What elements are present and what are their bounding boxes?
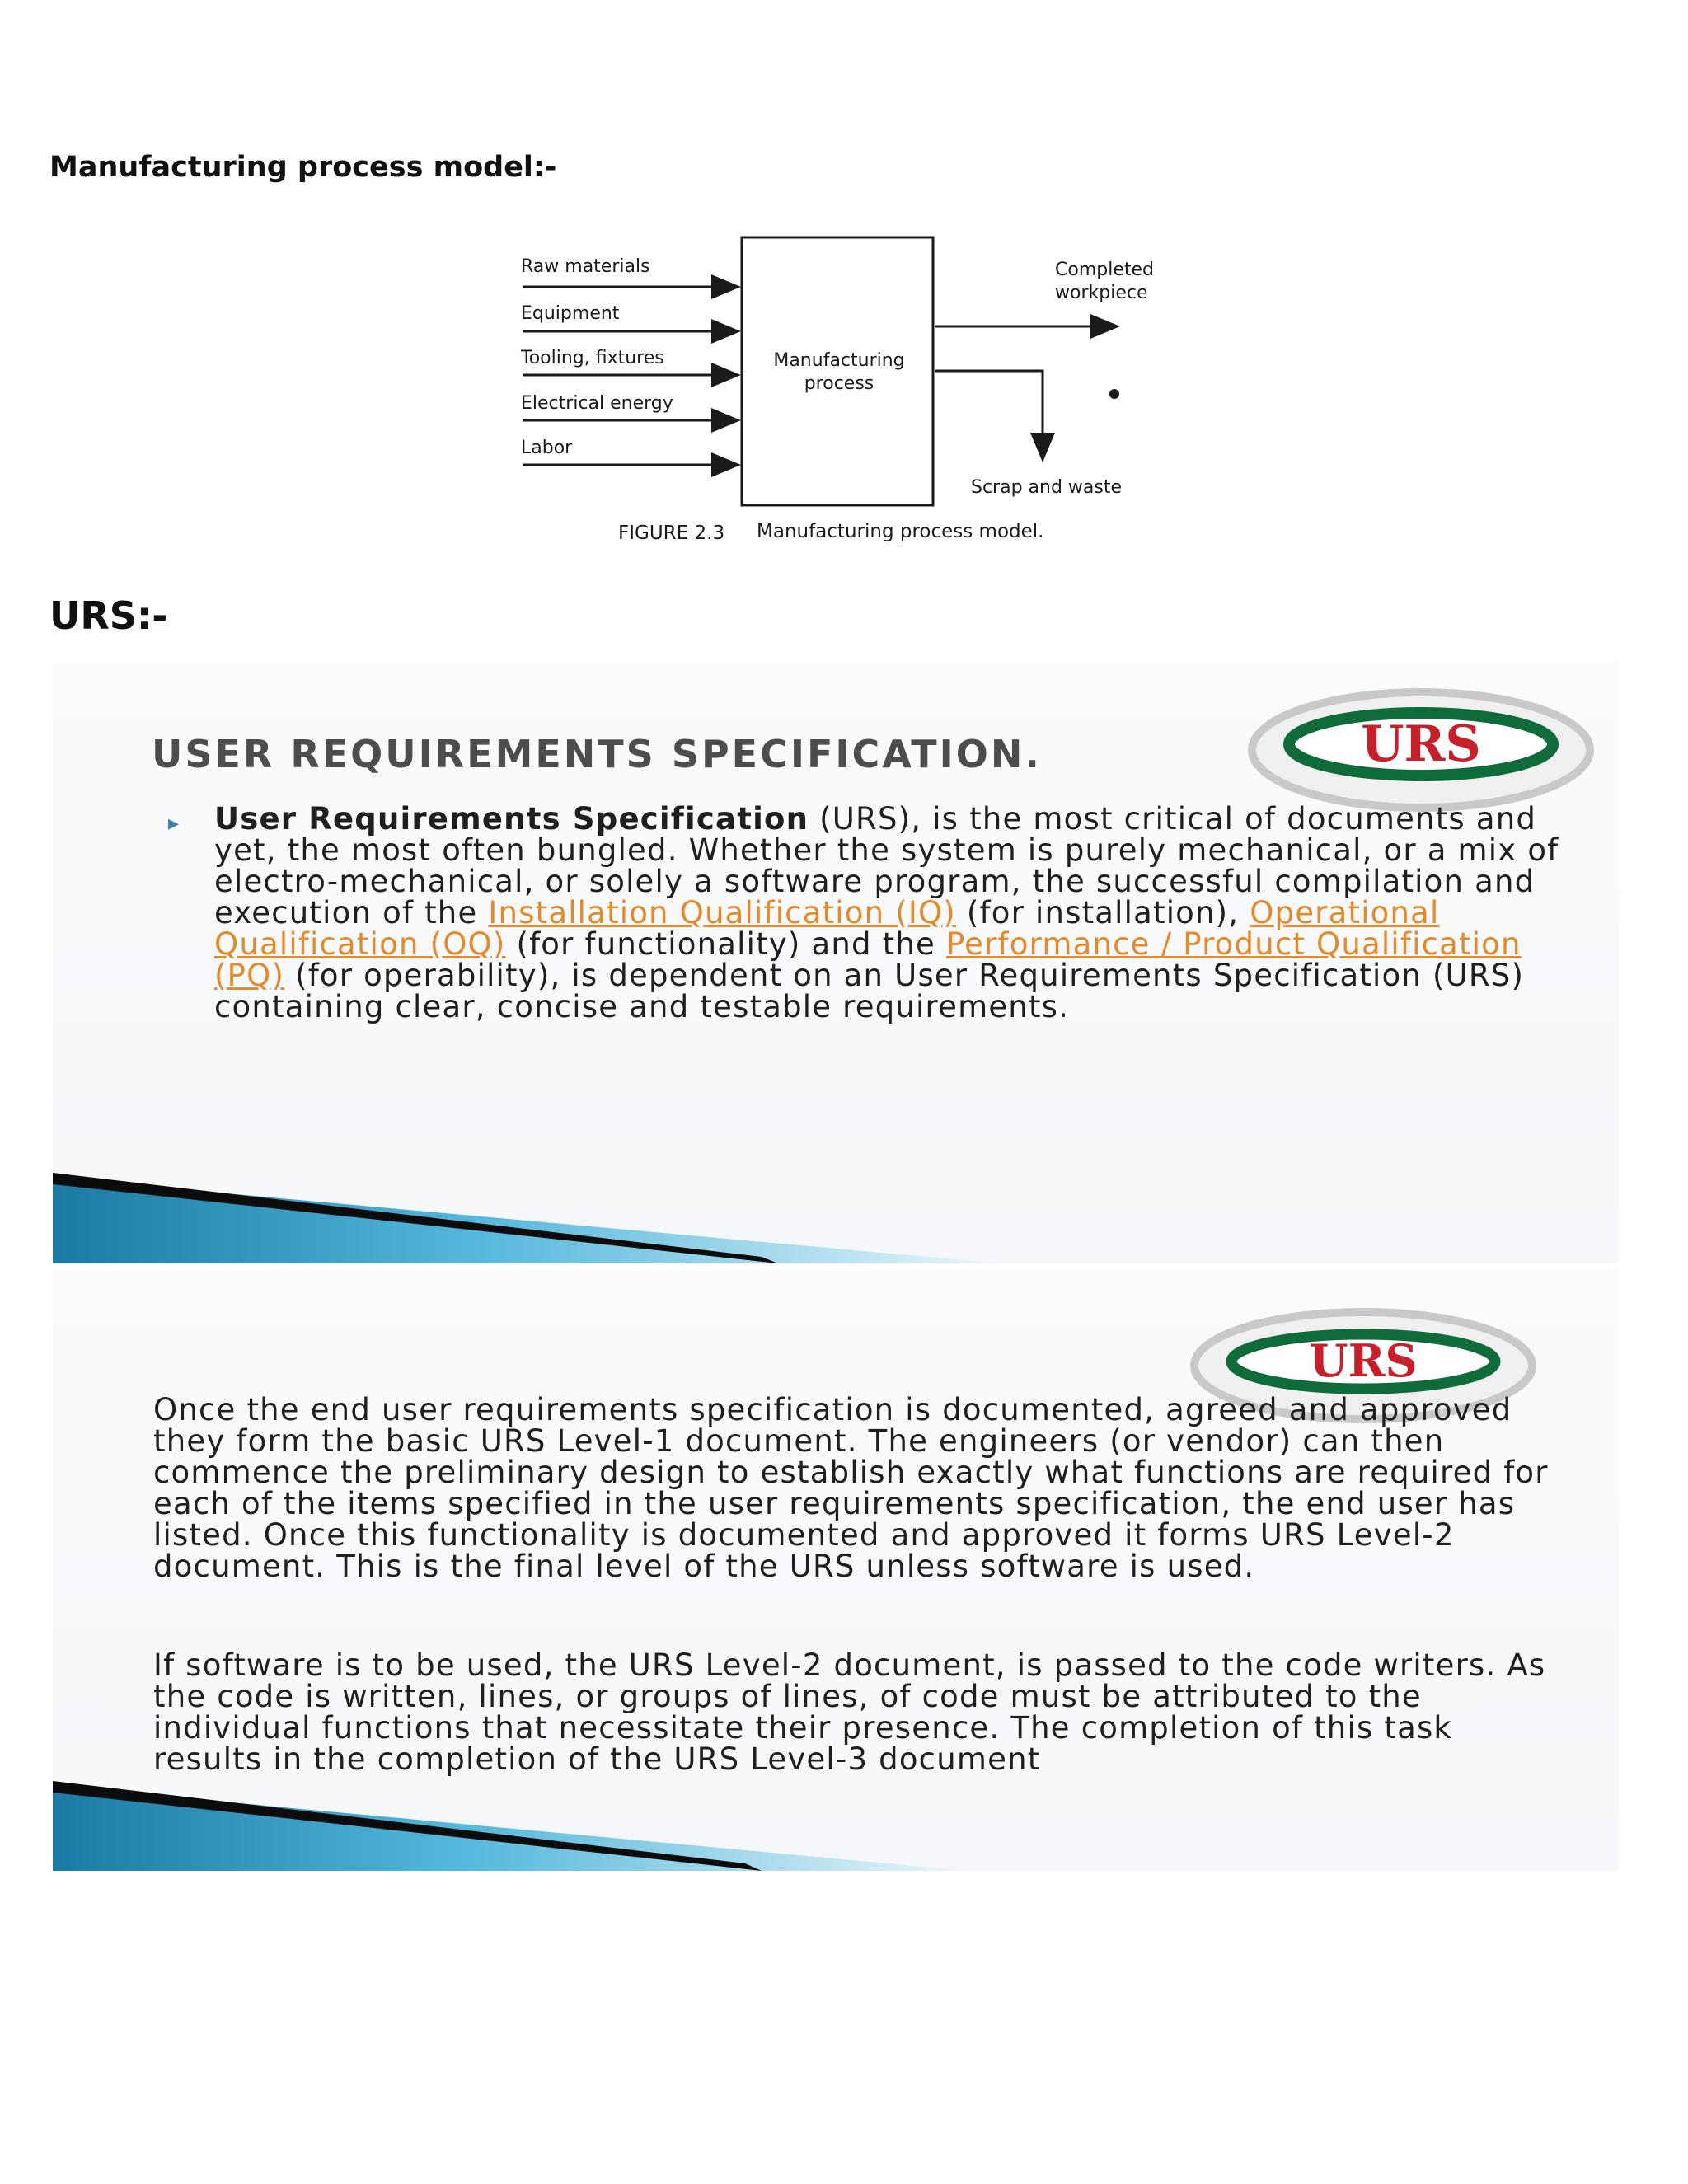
figure-caption-text: Manufacturing process model. [757,521,1044,542]
input-label: Tooling, fixtures [521,348,664,368]
urs-logo [1248,680,1602,820]
section-heading-urs: URS:- [49,593,168,638]
link-performance-qualification[interactable]: Performance / Product Qualification (PQ) [214,926,1522,993]
input-label: Equipment [521,303,620,324]
output-label-1: Completed [1055,260,1154,280]
text-run: (for functionality) and the [505,926,946,962]
urs-definition-paragraph [214,801,1599,1024]
text-run: (for operability), is dependent on an User Requirements Specification (URS) containing clear, concise and testable requirements. [214,958,1525,1024]
input-label: Labor [521,438,573,458]
urs-logo-text: URS [1361,715,1481,773]
process-box [742,237,933,505]
text-run: (for installation), [955,895,1250,930]
decorative-wedge [53,1776,968,1871]
link-operational-qualification[interactable]: Operational Qualification (OQ) [214,895,1440,962]
figure-caption-number: FIGURE 2.3 [618,523,725,544]
decorative-wedge [53,1166,1001,1263]
term-bold: User Requirements Specification [214,801,809,837]
process-label-2: process [804,373,874,394]
waste-label: Scrap and waste [971,477,1123,498]
output-label-2: workpiece [1055,283,1148,303]
process-label-1: Manufacturing [773,350,905,371]
urs-levels-paragraph-2: If software is to be used, the URS Level-2 document, is passed to the code writers. As the code is written, lines, or groups of lines, of code must be attributed to the individual functions that necessitate their presence. The completion of this task results in the completion of the URS Level-3 document [153,1647,1546,1777]
waste-arrow [935,371,1043,460]
bullet-icon: ▸ [168,810,180,835]
urs-slide-2 [53,1269,1619,1871]
link-installation-qualification[interactable]: Installation Qualification (IQ) [488,895,956,930]
urs-logo-text: URS [1309,1334,1418,1387]
input-arrows [520,256,738,465]
manufacturing-process-figure [495,223,1203,552]
urs-levels-paragraph-1: Once the end user requirements specification is documented, agreed and approved they form the basic URS Level-1 document. The engineers (or vendor) can then commence the preliminary design to establish exactly what functions are required for each of the items specified in the user requirements specification, the end user has listed. Once this functionality is documented and approved it forms URS Level-2 document. This is the final level of the URS unless software is used. [153,1392,1549,1584]
slide-title: USER REQUIREMENTS SPECIFICATION. [152,732,1042,776]
input-label: Electrical energy [521,393,673,414]
urs-slide-1 [53,663,1619,1263]
section-heading-manufacturing: Manufacturing process model:- [49,151,557,184]
input-label: Raw materials [521,256,650,277]
text-run: (URS), is the most critical of documents and yet, the most often bungled. Whether the system is purely mechanical, or a mix of electro-mechanical, or solely a software program, the successful compilation and execution of the [214,801,1559,930]
